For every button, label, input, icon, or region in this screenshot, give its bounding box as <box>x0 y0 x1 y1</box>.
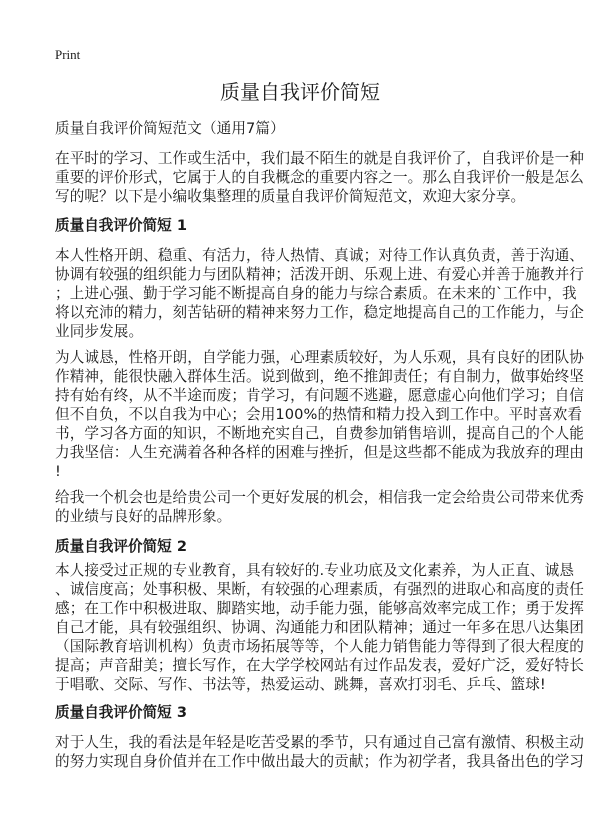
text-line: 感；在工作中积极进取、脚踏实地，动手能力强，能够高效率完成工作；勇于发挥 <box>55 600 584 617</box>
paragraph <box>55 246 584 341</box>
text-line: 持有始有终，从不半途而废；肯学习，有问题不逃避，愿意虚心向他们学习；自信 <box>55 387 584 404</box>
text-line: （国际教育培训机构）负责市场拓展等等，个人能力销售能力等得到了很大程度的 <box>55 638 584 655</box>
text-line: 的业绩与良好的品牌形象。 <box>55 508 232 525</box>
paragraph <box>55 348 584 481</box>
text-line: 本人性格开朗、稳重、有活力，待人热情、真诚；对待工作认真负责，善于沟通、 <box>55 247 584 264</box>
text-line: ! <box>55 463 61 480</box>
text-line: 但不自负，不以自我为中心；会用100%的热情和精力投入到工作中。平时喜欢看 <box>55 406 583 423</box>
text-line: 本人接受过正规的专业教育，具有较好的.专业功底及文化素养，为人正直、诚恳 <box>55 562 575 579</box>
section-heading-1: 质量自我评价简短 1 <box>55 217 187 234</box>
text-line: 力我坚信：人生充满着各种各样的困难与挫折，但是这些都不能成为我放弃的理由 <box>55 444 584 461</box>
section-heading-2: 质量自我评价简短 2 <box>55 538 187 555</box>
text-line: ；上进心强、勤于学习能不断提高自身的能力与综合素质。在未来的`工作中，我 <box>55 285 577 302</box>
intro-paragraph <box>55 149 584 206</box>
text-line: 作精神，能很快融入群体生活。说到做到，绝不推卸责任；有自制力，做事始终坚 <box>55 368 584 385</box>
text-line: 业同步发展。 <box>55 323 144 340</box>
print-link[interactable]: Print <box>55 47 81 62</box>
text-line: 为人诚恳，性格开朗，自学能力强，心理素质较好，为人乐观，具有良好的团队协 <box>55 349 584 366</box>
text-line: 、诚信度高；处事积极、果断，有较强的心理素质，有强烈的进取心和高度的责任 <box>55 581 584 598</box>
text-line: 协调有较强的组织能力与团队精神；活泼开朗、乐观上进、有爱心并善于施教并行 <box>55 266 584 283</box>
text-line: 给我一个机会也是给贵公司一个更好发展的机会，相信我一定会给贵公司带来优秀 <box>55 489 584 506</box>
text-line: 书，学习各方面的知识，不断地充实自己，自费参加销售培训，提高自己的个人能 <box>55 425 584 442</box>
text-line: 自己才能，具有较强组织、协调、沟通能力和团队精神；通过一年多在思八达集团 <box>55 619 584 636</box>
paragraph <box>55 488 584 526</box>
section-heading-3: 质量自我评价简短 3 <box>55 704 187 721</box>
text-line: 重要的评价形式，它属于人的自我概念的重要内容之一。那么自我评价一般是怎么 <box>55 169 584 186</box>
text-line: 将以充沛的精力，刻苦钻研的精神来努力工作，稳定地提高自己的工作能力，与企 <box>55 304 584 321</box>
text-line: 于唱歌、交际、写作、书法等，热爱运动、跳舞，喜欢打羽毛、乒乓、篮球! <box>55 676 546 693</box>
text-line: 写的呢？以下是小编收集整理的质量自我评价简短范文，欢迎大家分享。 <box>55 188 526 205</box>
text-line: 在平时的学习、工作或生活中，我们最不陌生的就是自我评价了，自我评价是一种 <box>55 150 584 167</box>
paragraph <box>55 733 584 771</box>
text-line: 提高；声音甜美；擅长写作，在大学学校网站有过作品发表，爱好广泛，爱好特长 <box>55 657 584 674</box>
paragraph <box>55 561 584 694</box>
subtitle: 质量自我评价简短范文（通用7篇） <box>55 120 285 137</box>
text-line: 的努力实现自身价值并在工作中做出最大的贡献；作为初学者，我具备出色的学习 <box>55 753 584 770</box>
text-line: 对于人生，我的看法是年轻是吃苦受累的季节，只有通过自己富有激情、积极主动 <box>55 734 584 751</box>
page-title: 质量自我评价简短 <box>220 80 380 104</box>
